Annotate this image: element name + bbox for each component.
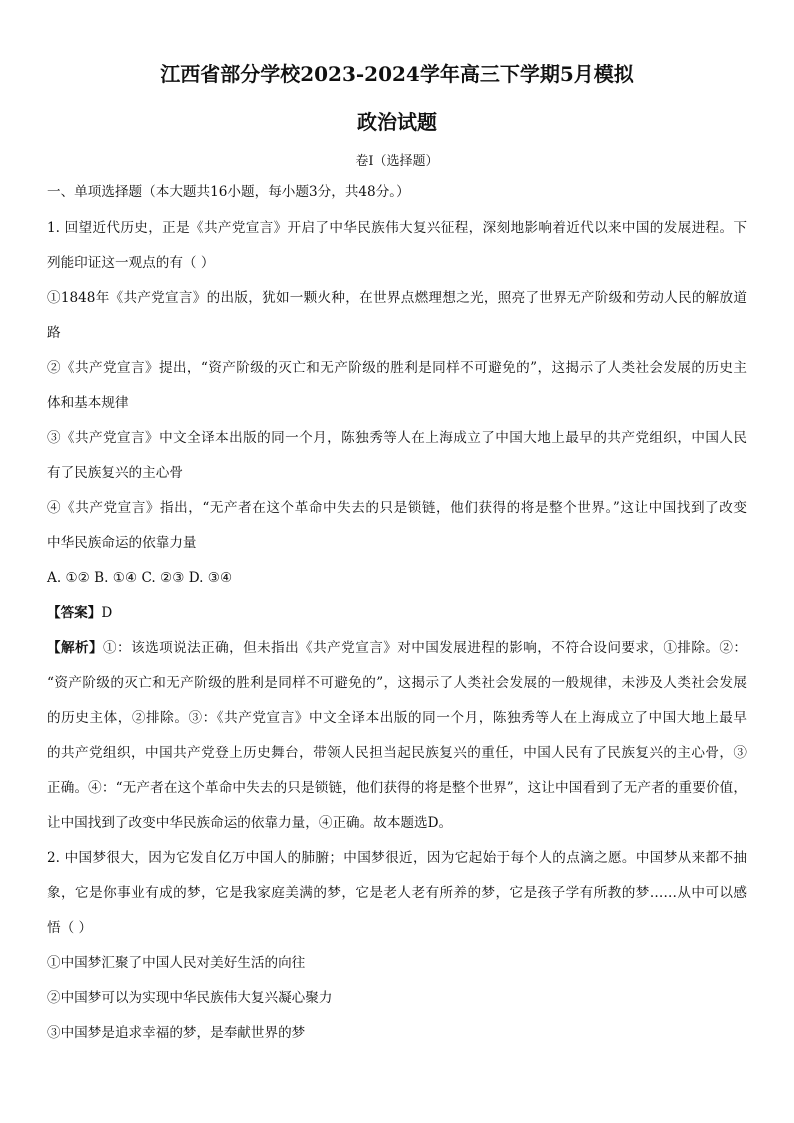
exam-subject-title: 政治试题 xyxy=(357,110,437,134)
analysis-text: ①：该选项说法正确，但未指出《共产党宣言》对中国发展进程的影响，不符合设问要求，①排除。②： xyxy=(103,640,748,656)
q2-stem-line: 象，它是你事业有成的梦，它是我家庭美满的梦，它是老人老有所养的梦，它是孩子学有所教的梦……从中可以感 xyxy=(47,885,747,901)
q1-option-2-cont: 体和基本规律 xyxy=(47,395,129,411)
q1-option-3: ③《共产党宣言》中文全译本出版的同一个月，陈独秀等人在上海成立了中国大地上最早的共产党组织，中国人民 xyxy=(47,430,747,446)
volume-label: 卷Ⅰ（选择题） xyxy=(355,154,439,169)
q1-option-4-cont: 中华民族命运的依靠力量 xyxy=(47,535,197,551)
answer-value: D xyxy=(101,605,113,621)
q2-option-2: ②中国梦可以为实现中华民族伟大复兴凝心聚力 xyxy=(47,990,333,1006)
q1-stem-line: 列能印证这一观点的有（ ） xyxy=(47,255,215,271)
q2-option-3: ③中国梦是追求幸福的梦，是奉献世界的梦 xyxy=(47,1025,306,1041)
q1-option-4: ④《共产党宣言》指出，“无产者在这个革命中失去的只是锁链，他们获得的将是整个世界。”这让中国找到了改变 xyxy=(47,500,747,516)
q1-analysis-line xyxy=(47,638,747,658)
answer-label: 【答案】 xyxy=(47,605,102,621)
q1-option-3-cont: 有了民族复兴的主心骨 xyxy=(47,465,183,481)
q1-analysis-line: “资产阶级的灭亡和无产阶级的胜利是同样不可避免的”，这揭示了人类社会发展的一般规律，未涉及人类社会发展 xyxy=(47,675,747,691)
q2-stem-line: 悟（ ） xyxy=(47,920,93,936)
q1-option-1-cont: 路 xyxy=(47,325,61,341)
q1-stem-line: 1. 回望近代历史，正是《共产党宣言》开启了中华民族伟大复兴征程，深刻地影响着近代以来中国的发展进程。下 xyxy=(47,220,747,236)
q1-answer xyxy=(47,603,112,623)
q1-option-1: ①1848年《共产党宣言》的出版，犹如一颗火种，在世界点燃理想之光，照亮了世界无产阶级和劳动人民的解放道 xyxy=(47,290,747,306)
exam-title: 江西省部分学校2023-2024学年高三下学期5月模拟 xyxy=(160,62,634,86)
q1-analysis-line: 让中国找到了改变中华民族命运的依靠力量，④正确。故本题选D。 xyxy=(47,815,453,831)
q1-analysis-line: 的共产党组织，中国共产党登上历史舞台，带领人民担当起民族复兴的重任，中国人民有了民族复兴的主心骨，③ xyxy=(47,745,747,761)
q1-option-2: ②《共产党宣言》提出，“资产阶级的灭亡和无产阶级的胜利是同样不可避免的”，这揭示了人类社会发展的历史主 xyxy=(47,360,747,376)
q1-choices: A. ①② B. ①④ C. ②③ D. ③④ xyxy=(47,570,233,586)
section-heading: 一、单项选择题（本大题共16小题，每小题3分，共48分。） xyxy=(47,184,410,200)
q2-stem-line: 2. 中国梦很大，因为它发自亿万中国人的肺腑；中国梦很近，因为它起始于每个人的点滴之愿。中国梦从来都不抽 xyxy=(47,850,747,866)
analysis-label: 【解析】 xyxy=(47,640,104,656)
q2-option-1: ①中国梦汇聚了中国人民对美好生活的向往 xyxy=(47,955,306,971)
q1-analysis-line: 的历史主体，②排除。③：《共产党宣言》中文全译本出版的同一个月，陈独秀等人在上海成立了中国大地上最早 xyxy=(47,710,747,726)
q1-analysis-line: 正确。④：“无产者在这个革命中失去的只是锁链，他们获得的将是整个世界”，这让中国看到了无产者的重要价值， xyxy=(47,780,747,796)
